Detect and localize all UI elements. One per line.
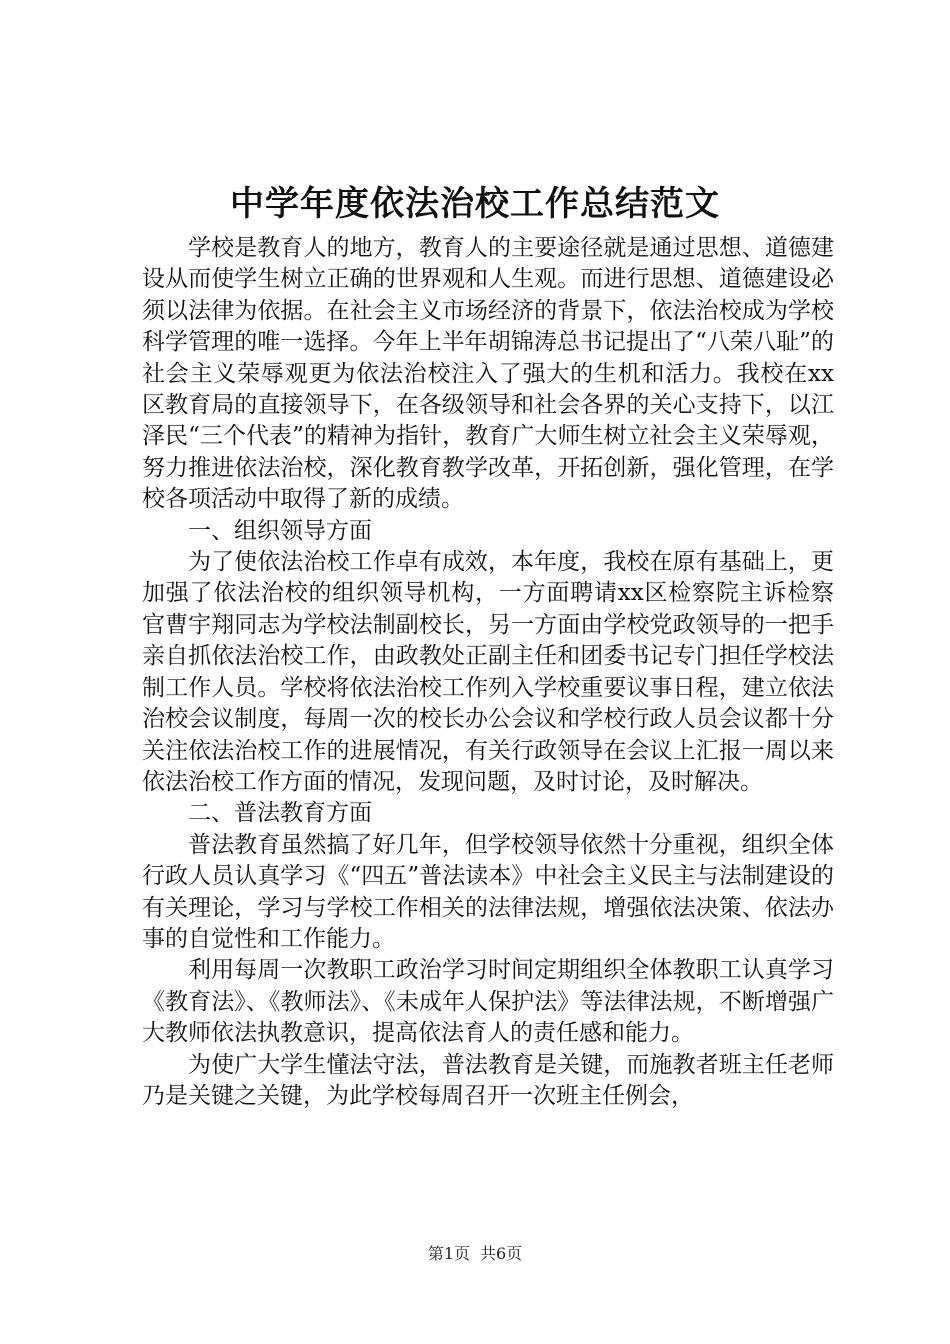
page-total: 共6页 xyxy=(480,1244,523,1263)
paragraph-legal-education-students: 为使广大学生懂法守法，普法教育是关键，而施教者班主任老师乃是关键之关键，为此学校每周召开一次班主任例会， xyxy=(142,1051,834,1109)
document-body xyxy=(142,233,834,1112)
paragraph-intro: 学校是教育人的地方，教育人的主要途径就是通过思想、道德建设从而使学生树立正确的世界观和人生观。而进行思想、道德建设必须以法律为依据。在社会主义市场经济的背景下，依法治校成为学校科学管理的唯一选择。今年上半年胡锦涛总书记提出了“八荣八耻”的社会主义荣辱观更为依法治校注入了强大的生机和活力。我校在xx区教育局的直接领导下，在各级领导和社会各界的关心支持下，以江泽民“三个代表”的精神为指针，教育广大师生树立社会主义荣辱观，努力推进依法治校，深化教育教学改革，开拓创新，强化管理，在学校各项活动中取得了新的成绩。 xyxy=(142,235,834,513)
page-number: 第1页 xyxy=(427,1244,470,1263)
paragraph-organization: 为了使依法治校工作卓有成效，本年度，我校在原有基础上，更加强了依法治校的组织领导机构，一方面聘请xx区检察院主诉检察官曹宇翔同志为学校法制副校长，另一方面由学校党政领导的一把手亲自抓依法治校工作，由政教处正副主任和团委书记专门担任学校法制工作人员。学校将依法治校工作列入学校重要议事日程，建立依法治校会议制度，每周一次的校长办公会议和学校行政人员会议都十分关注依法治校工作的进展情况，有关行政领导在会议上汇报一周以来依法治校工作方面的情况，发现问题，及时讨论，及时解决。 xyxy=(142,549,834,795)
paragraph-legal-education-leaders: 普法教育虽然搞了好几年，但学校领导依然十分重视，组织全体行政人员认真学习《“四五”普法读本》中社会主义民主与法制建设的有关理论，学习与学校工作相关的法律法规，增强依法决策、依法办事的自觉性和工作能力。 xyxy=(142,831,834,952)
page-footer xyxy=(0,1243,950,1265)
document-title: 中学年度依法治校工作总结范文 xyxy=(230,184,720,224)
section-heading-organization: 一、组织领导方面 xyxy=(188,517,372,544)
paragraph-legal-education-staff: 利用每周一次教职工政治学习时间定期组织全体教职工认真学习《教育法》、《教师法》、《未成年人保护法》等法律法规，不断增强广大教师依法执教意识，提高依法育人的责任感和能力。 xyxy=(142,957,834,1047)
section-heading-legal-education: 二、普法教育方面 xyxy=(188,800,372,827)
